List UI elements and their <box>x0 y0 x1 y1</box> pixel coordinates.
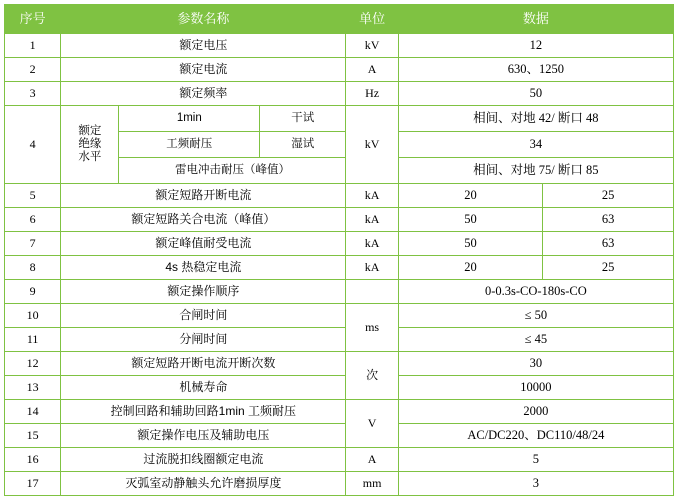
row-no: 8 <box>5 256 61 280</box>
table-row <box>5 376 674 400</box>
row-data-right: 63 <box>543 208 674 232</box>
table-row <box>5 106 674 132</box>
row-data-left: 50 <box>398 232 543 256</box>
subrow-data-1: 相间、对地 42/ 断口 48 <box>398 106 673 132</box>
row-name: 额定电流 <box>61 58 346 82</box>
row-data: 5 <box>398 448 673 472</box>
row-no: 10 <box>5 304 61 328</box>
row-data-left: 50 <box>398 208 543 232</box>
row-name: 额定短路开断电流 <box>61 184 346 208</box>
row-data: ≤ 50 <box>398 304 673 328</box>
row-no: 17 <box>5 472 61 496</box>
row-name-insulation <box>61 106 119 184</box>
row-name: 额定操作电压及辅助电压 <box>61 424 346 448</box>
row-name: 额定短路关合电流（峰值） <box>61 208 346 232</box>
row-data-left: 20 <box>398 184 543 208</box>
row-unit: kA <box>346 184 398 208</box>
insulation-line-2: 绝缘 <box>78 137 102 150</box>
table-row <box>5 304 674 328</box>
table-row <box>5 184 674 208</box>
row-data-right: 25 <box>543 184 674 208</box>
row-data: 50 <box>398 82 673 106</box>
table-row <box>5 34 674 58</box>
row-unit: kA <box>346 232 398 256</box>
row-unit: Hz <box>346 82 398 106</box>
row-name: 机械寿命 <box>61 376 346 400</box>
row-unit: ms <box>346 304 398 352</box>
table-row <box>5 448 674 472</box>
row-no: 14 <box>5 400 61 424</box>
row-data-right: 25 <box>543 256 674 280</box>
row-data: 3 <box>398 472 673 496</box>
row-data-right: 63 <box>543 232 674 256</box>
header-data: 数据 <box>398 5 673 34</box>
subrow-sub-2: 湿试 <box>260 132 346 158</box>
insulation-line-1: 额定 <box>78 124 102 137</box>
insulation-line-3: 水平 <box>78 151 102 164</box>
row-unit: A <box>346 58 398 82</box>
row-no: 11 <box>5 328 61 352</box>
row-data: ≤ 45 <box>398 328 673 352</box>
table-row <box>5 472 674 496</box>
row-unit <box>346 280 398 304</box>
table-row <box>5 232 674 256</box>
row-no: 4 <box>5 106 61 184</box>
row-no: 5 <box>5 184 61 208</box>
row-no: 16 <box>5 448 61 472</box>
row-unit: kV <box>346 106 398 184</box>
row-data: AC/DC220、DC110/48/24 <box>398 424 673 448</box>
row-name: 额定电压 <box>61 34 346 58</box>
row-no: 1 <box>5 34 61 58</box>
row-unit: mm <box>346 472 398 496</box>
subrow-data-3: 相间、对地 75/ 断口 85 <box>398 158 673 184</box>
table-row <box>5 352 674 376</box>
subrow-label-3: 雷电冲击耐压（峰值） <box>119 158 346 184</box>
row-name: 4s 热稳定电流 <box>61 256 346 280</box>
row-name: 合闸时间 <box>61 304 346 328</box>
table-row <box>5 256 674 280</box>
row-name: 额定峰值耐受电流 <box>61 232 346 256</box>
table-row <box>5 58 674 82</box>
row-data: 630、1250 <box>398 58 673 82</box>
row-unit: A <box>346 448 398 472</box>
table-row <box>5 424 674 448</box>
row-no: 2 <box>5 58 61 82</box>
row-no: 9 <box>5 280 61 304</box>
row-name: 额定操作顺序 <box>61 280 346 304</box>
row-no: 15 <box>5 424 61 448</box>
row-no: 6 <box>5 208 61 232</box>
header-unit: 单位 <box>346 5 398 34</box>
header-no: 序号 <box>5 5 61 34</box>
table-row <box>5 82 674 106</box>
row-unit: 次 <box>346 352 398 400</box>
subrow-sub-1: 干试 <box>260 106 346 132</box>
table-row <box>5 280 674 304</box>
row-unit: kV <box>346 34 398 58</box>
table-row <box>5 328 674 352</box>
row-data: 30 <box>398 352 673 376</box>
row-name: 灭弧室动静触头允许磨损厚度 <box>61 472 346 496</box>
row-name: 额定频率 <box>61 82 346 106</box>
row-data: 12 <box>398 34 673 58</box>
row-no: 3 <box>5 82 61 106</box>
subrow-label-2: 工频耐压 <box>119 132 260 158</box>
row-unit: kA <box>346 208 398 232</box>
row-name: 分闸时间 <box>61 328 346 352</box>
table-header-row <box>5 5 674 34</box>
row-data-left: 20 <box>398 256 543 280</box>
specification-table <box>4 4 674 496</box>
row-name: 控制回路和辅助回路1min 工频耐压 <box>61 400 346 424</box>
row-no: 13 <box>5 376 61 400</box>
row-name: 过流脱扣线圈额定电流 <box>61 448 346 472</box>
subrow-data-2: 34 <box>398 132 673 158</box>
row-unit: kA <box>346 256 398 280</box>
row-data: 10000 <box>398 376 673 400</box>
row-no: 12 <box>5 352 61 376</box>
table-row <box>5 208 674 232</box>
header-name: 参数名称 <box>61 5 346 34</box>
row-data: 2000 <box>398 400 673 424</box>
row-unit: V <box>346 400 398 448</box>
row-name: 额定短路开断电流开断次数 <box>61 352 346 376</box>
subrow-label-1: 1min <box>119 106 260 132</box>
row-data: 0-0.3s-CO-180s-CO <box>398 280 673 304</box>
table-row <box>5 400 674 424</box>
row-no: 7 <box>5 232 61 256</box>
